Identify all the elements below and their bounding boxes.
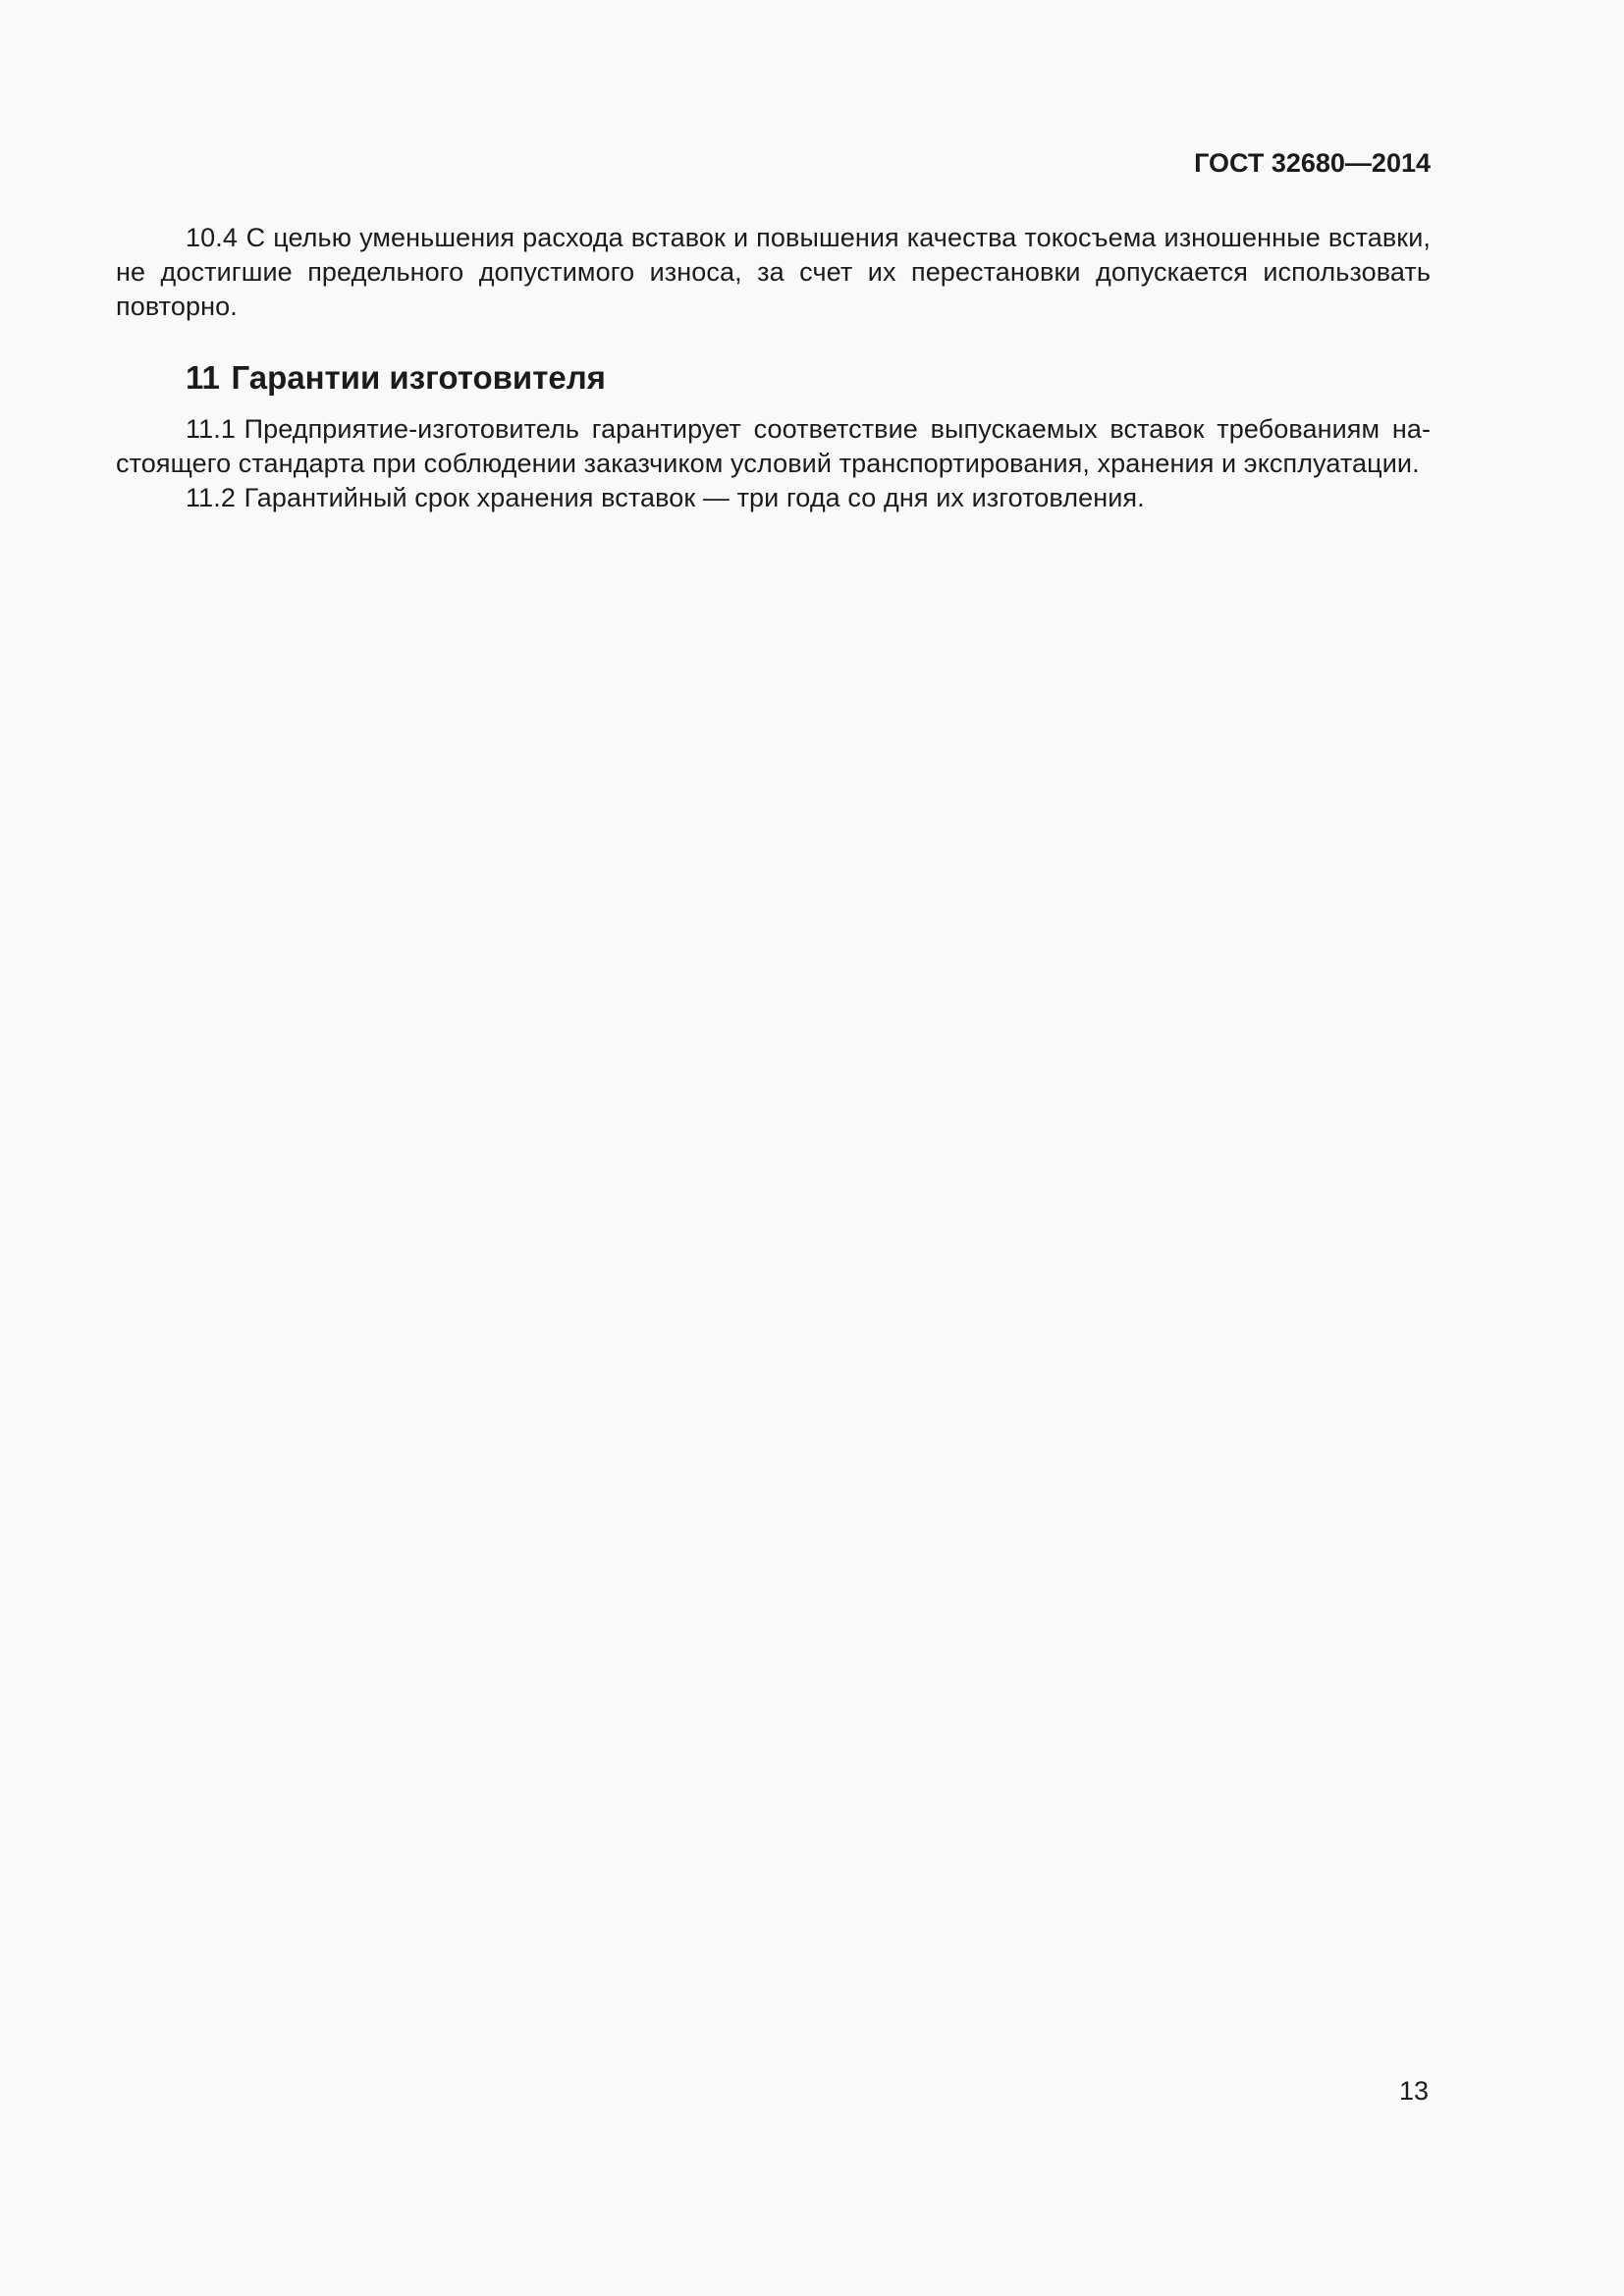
section-heading <box>116 356 1431 400</box>
page-content <box>116 221 1431 515</box>
paragraph-text: Гарантийный срок хранения вставок — три года со дня их изготовления. <box>244 483 1145 512</box>
section-title: Гарантии изготовителя <box>231 359 606 396</box>
paragraph-number: 10.4 <box>186 223 238 252</box>
paragraph-number: 11.2 <box>186 483 236 512</box>
page-number: 13 <box>1398 2076 1429 2106</box>
paragraph-text: С целью уменьшения расхода вставок и повышения качества токосъема изношенные вставки, не достигшие предельного допустимого износа, за счет их перестановки допускается использовать повторно. <box>116 223 1431 321</box>
document-code-header: ГОСТ 32680—2014 <box>1194 148 1431 178</box>
paragraph-11-2 <box>116 481 1431 515</box>
paragraph-11-1 <box>116 412 1431 481</box>
paragraph-number: 11.1 <box>186 414 236 444</box>
paragraph-10-4 <box>116 221 1431 324</box>
paragraph-text: Предприятие-изготовитель гарантирует соответствие выпускаемых вставок требованиям настоящего стандарта при соблюдении заказчиком условий транспортирования, хранения и эксплуатации. <box>116 414 1431 478</box>
section-number: 11 <box>186 359 220 396</box>
